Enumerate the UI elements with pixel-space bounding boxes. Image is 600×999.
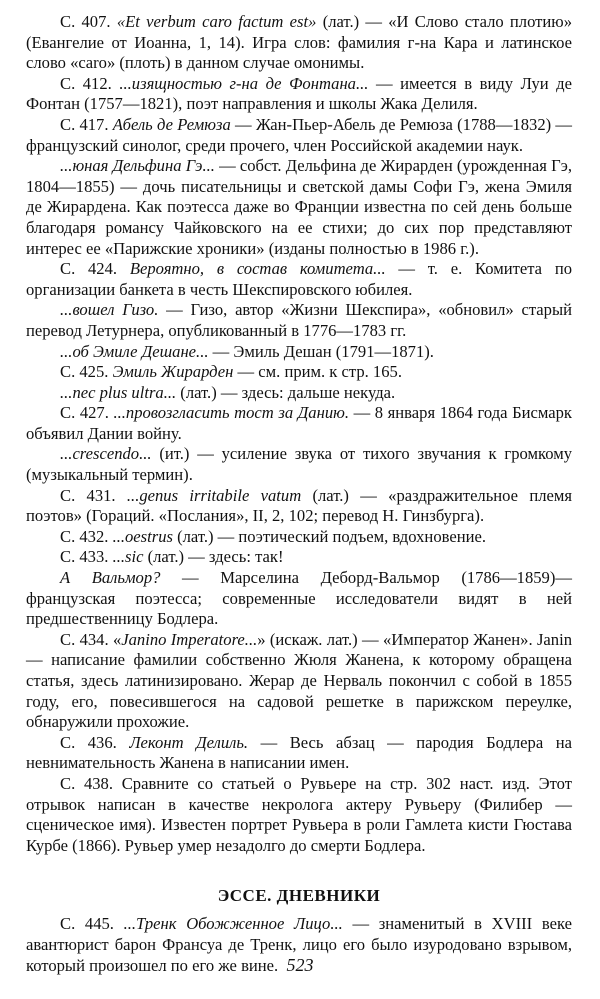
note-text: (лат.) — «раздражительное племя поэтов» (Гораций. «Послания», II, 2, 102; перевод Н. Гинзбурга). — [26, 485, 573, 526]
note-text: (лат.) — здесь: так! — [143, 547, 284, 567]
note-prefix: С. 445. — [60, 914, 124, 934]
note-text: Сравните со статьей о Рувьере на стр. 302 наст. изд. Этот отрывок написан в качестве некролога актеру Рувьеру (Филибер — сценическое имя). Известен портрет Рувьера в роли Гамлета кисти Гюстава Курбе (1866). Рувьер умер незадолго до смерти Бодлера. — [26, 773, 572, 855]
section-title: ЭССЕ. ДНЕВНИКИ — [217, 886, 381, 906]
note-term: Абель де Ремюза — [112, 114, 231, 134]
note-text: — Марселина Деборд-Вальмор (1786—1859)— французская поэтесса; современные исследователи видят в ней предшественницу Бодлера. — [26, 568, 572, 629]
note-entry — [26, 733, 572, 774]
note-entry — [26, 300, 572, 341]
note-term: ...вошел Гизо. — [60, 300, 159, 320]
note-prefix: С. 438. — [60, 773, 122, 793]
note-term: Вероятно, в состав комитета... — [129, 259, 386, 279]
note-term: ...юная Дельфина Гэ... — [60, 156, 215, 176]
note-prefix: С. 434. « — [60, 629, 122, 649]
note-term: А Вальмор? — [60, 568, 161, 588]
note-text: (ит.) — усиление звука от тихого звучания к громкому (музыкальный термин). — [26, 444, 572, 485]
note-text: (лат.) — «И Слово стало плотию» (Евангелие от Иоанна, 1, 14). Игра слов: фамилия г-на Кара и латинское слово «caro» (плоть) в данном случае омонимы. — [26, 12, 572, 73]
note-entry — [26, 115, 572, 156]
note-term: ...Тренк Обожженное Лицо... — [123, 914, 343, 934]
note-text: — Эмиль Дешан (1791—1871). — [208, 341, 434, 361]
note-entry — [26, 383, 572, 404]
note-entry — [26, 568, 572, 630]
note-term: Леконт Делиль. — [129, 732, 249, 752]
notes-list — [26, 12, 572, 856]
note-prefix: С. 431. — [60, 485, 127, 505]
note-term: ...об Эмиле Дешане... — [60, 341, 209, 361]
note-entry — [26, 486, 572, 527]
note-prefix: С. 417. — [60, 114, 113, 134]
note-prefix: С. 425. — [60, 362, 113, 382]
note-prefix: С. 407. — [60, 12, 117, 31]
note-entry — [26, 362, 572, 383]
note-term: ...genus irritabile vatum — [126, 485, 302, 505]
note-entry — [26, 342, 572, 363]
note-entry — [26, 403, 572, 444]
note-term: ...провозгласить тост за Данию. — [113, 403, 349, 423]
note-text: — Весь абзац — пародия Бодлера на невнимательность Жанена в написании имен. — [26, 732, 572, 773]
note-text: — т. е. Комитета по организации банкета в честь Шекспировского юбилея. — [26, 259, 572, 299]
note-entry — [26, 444, 572, 485]
note-text: — см. прим. к стр. 165. — [233, 362, 402, 382]
note-prefix: С. 427. — [60, 403, 114, 423]
note-term: ...nec plus ultra... — [60, 382, 177, 402]
page-number: 523 — [286, 955, 314, 975]
note-prefix: С. 412. — [60, 73, 120, 93]
note-text: » (искаж. лат.) — «Император Жанен». Janin — написание фамилии собственно Жюля Жанена, к которому обращена статья, здесь латинизировано. Жерар де Нерваль покончил с собой в 1855 году, его, повесившегося на садовой решетке в парижском переулке, обнаружили прохожие. — [26, 629, 572, 732]
note-prefix: С. 433. — [60, 547, 113, 567]
note-entry — [26, 547, 572, 568]
note-term: Janino Imperatore... — [121, 629, 258, 649]
note-term: ...изящностью г-на де Фонтана... — [119, 73, 369, 93]
note-text: (лат.) — здесь: дальше некуда. — [176, 382, 396, 402]
note-prefix: С. 424. — [60, 259, 130, 279]
note-term: ...oestrus — [112, 526, 173, 546]
note-text: — имеется в виду Луи де Фонтан (1757—1821), поэт направления и школы Жака Делиля. — [26, 73, 572, 114]
note-term: ...crescendo... — [60, 444, 152, 464]
note-text: — Гизо, автор «Жизни Шекспира», «обновил» старый перевод Летурнера, опубликованный в 1776—1783 гг. — [26, 300, 572, 340]
note-entry — [26, 74, 572, 115]
note-text: — Жан-Пьер-Абель де Ремюза (1788—1832) — французский синолог, среди прочего, член Российской академии наук. — [26, 114, 572, 155]
note-term: ...sic — [112, 547, 144, 567]
note-term: Эмиль Жирарден — [112, 362, 234, 382]
note-prefix: С. 436. — [60, 732, 130, 752]
note-text: (лат.) — поэтический подъем, вдохновение. — [172, 526, 486, 546]
note-term: «Et verbum caro factum est» — [116, 12, 317, 31]
note-prefix: С. 432. — [60, 526, 113, 546]
note-entry — [26, 156, 572, 259]
note-text: — знаменитый в XVIII веке авантюрист барон Франсуа де Тренк, лицо его было изуродовано взрывом, который произошел по его же вине. — [26, 914, 572, 975]
note-text: — собст. Дельфина де Жирарден (урожденная Гэ, 1804—1855) — дочь писательницы и светской дамы Софи Гэ, жена Эмиля де Жирардена. Как поэтесса даже во Франции известна по сей день больше благодаря романсу Чайковского на ее стихи; до сих пор представляют интерес ее «Парижские хроники» (изданы полностью в 1986 г.). — [26, 156, 572, 258]
note-entry — [26, 12, 572, 74]
note-entry — [26, 527, 572, 548]
note-entry — [26, 259, 572, 300]
note-entry — [26, 774, 572, 856]
note-entry — [26, 630, 572, 733]
note-text: — 8 января 1864 года Бисмарк объявил Дании войну. — [26, 403, 572, 443]
